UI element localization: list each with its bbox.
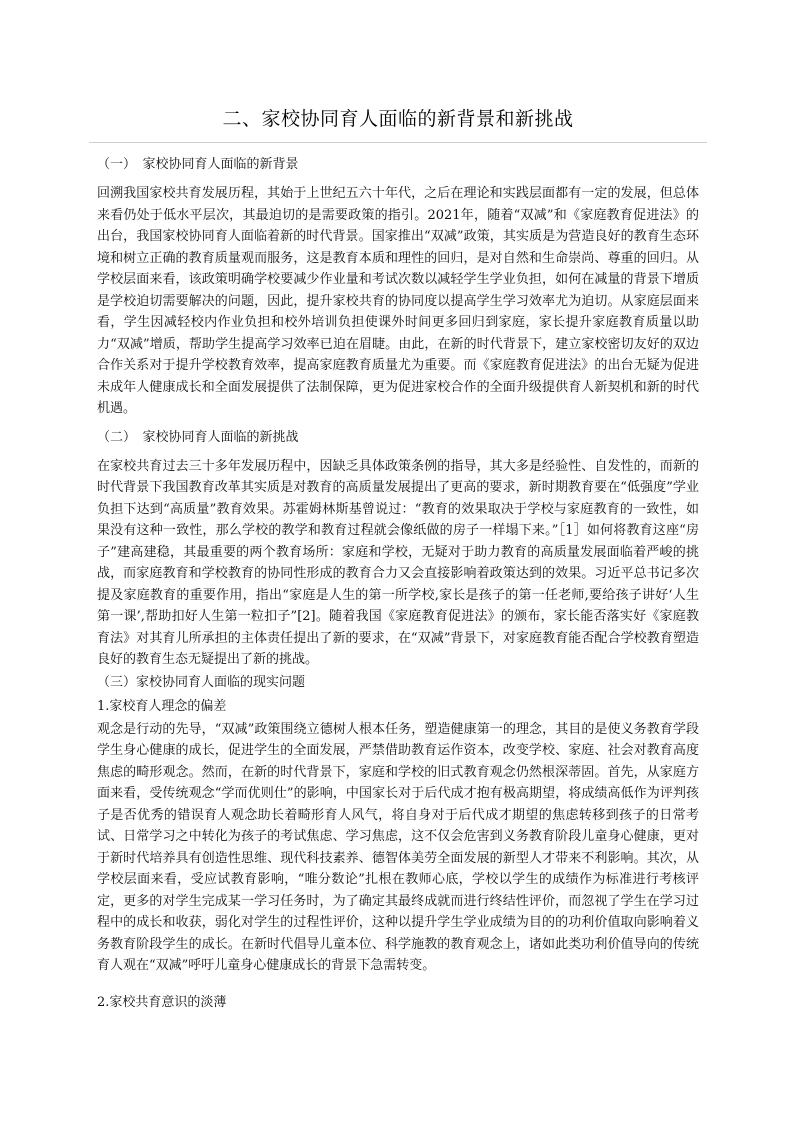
document-title: 二、家校协同育人面临的新背景和新挑战 [222,108,574,130]
document-body [97,153,699,1015]
section-paragraph-background: 回溯我国家校共育发展历程，其始于上世纪五六十年代，之后在理论和实践层面都有一定的发展，但总体来看仍处于低水平层次，其最迫切的是需要政策的指引。2021年，随着“双减”和《家庭教育促进法》的出台，我国家校协同育人面临着新的时代背景。国家推出“双减”政策，其实质是为营造良好的教育生态环境和树立正确的教育质量观而服务，这是教育本质和理性的回归，是对自然和生命崇尚、尊重的回归。从学校层面来看，该政策明确学校要减少作业量和考试次数以减轻学生学业负担，如何在减量的背景下增质是学校迫切需要解决的问题，因此，提升家校共育的协同度以提高学生学习效率尤为迫切。从家庭层面来看，学生因减轻校内作业负担和校外培训负担使课外时间更多回归到家庭，家长提升家庭教育质量以助力“双减”增质，帮助学生提高学习效率已迫在眉睫。由此，在新的时代背景下，建立家校密切友好的双边合作关系对于提升学校教育效率，提高家庭教育质量尤为重要。而《家庭教育促进法》的出台无疑为促进未成年人健康成长和全面发展提供了法制保障，更为促进家校合作的全面升级提供育人新契机和新的时代机遇。 [97,186,699,416]
section-paragraph-challenges: 在家校共育过去三十多年发展历程中，因缺乏具体政策条例的指导，其大多是经验性、自发性的，而新的时代背景下我国教育改革其实质是对教育的高质量发展提出了更高的要求，新时期教育要在“低强度”学业负担下达到“高质量”教育效果。苏霍姆林斯基曾说过：“教育的效果取决于学校与家庭教育的一致性，如果没有这种一致性，那么学校的教学和教育过程就会像纸做的房子一样塌下来。”［1］如何将教育这座“房子”建高建稳，其最重要的两个教育场所：家庭和学校，无疑对于助力教育的高质量发展面临着严峻的挑战，而家庭教育和学校教育的协同性形成的教育合力又会直接影响着政策达到的效果。习近平总书记多次提及家庭教育的重要作用，指出“家庭是人生的第一所学校,家长是孩子的第一任老师,要给孩子讲好‘人生第一课’,帮助扣好人生第一粒扣子”[2]。随着我国《家庭教育促进法》的颁布，家长能否落实好《家庭教育法》对其育儿所承担的主体责任提出了新的要求，在“双减”背景下，对家庭教育能否配合学校教育塑造良好的教育生态无疑提出了新的挑战。 [97,458,699,667]
subsection-heading-coeducation-awareness: 2.家校共育意识的淡薄 [97,994,227,1010]
section-heading-problems: （三）家校协同育人面临的现实问题 [97,674,306,690]
section-heading-challenges: （二） 家校协同育人面临的新挑战 [97,429,299,445]
section-paragraph-concept-bias: 观念是行动的先导，“双减”政策围绕立德树人根本任务，塑造健康第一的理念，其目的是使义务教育学段学生身心健康的成长，促进学生的全面发展，严禁借助教育运作资本，改变学校、家庭、社会对教育高度焦虑的畸形观念。然而，在新的时代背景下，家庭和学校的旧式教育观念仍然根深蒂固。首先，从家庭方面来看，受传统观念“学而优则仕”的影响，中国家长对于后代成才抱有极高期望，将成绩高低作为评判孩子是否优秀的错误育人观念助长着畸形育人风气，将自身对于后代成才期望的焦虑转移到孩子的日常考试、日常学习之中转化为孩子的考试焦虑、学习焦虑，这不仅会危害到义务教育阶段儿童身心健康，更对于新时代培养具有创造性思维、现代科技素养、德智体美劳全面发展的新型人才带来不利影响。其次，从学校层面来看，受应试教育影响，“唯分数论”扎根在教师心底，学校以学生的成绩作为标准进行考核评定，更多的对学生完成某一学习任务时，为了确定其最终成就而进行终结性评价，而忽视了学生在学习过程中的成长和收获，弱化对学生的过程性评价，这种以提升学生学业成绩为目的的功利价值取向影响着义务教育阶段学生的成长。在新时代倡导儿童本位、科学施教的教育观念上，诸如此类功利价值导向的传统育人观在“双减”呼吁儿童身心健康成长的背景下急需转变。 [97,721,699,973]
title-divider [89,142,707,143]
section-heading-background: （一） 家校协同育人面临的新背景 [97,157,299,172]
subsection-heading-concept-bias: 1.家校育人理念的偏差 [97,698,227,714]
